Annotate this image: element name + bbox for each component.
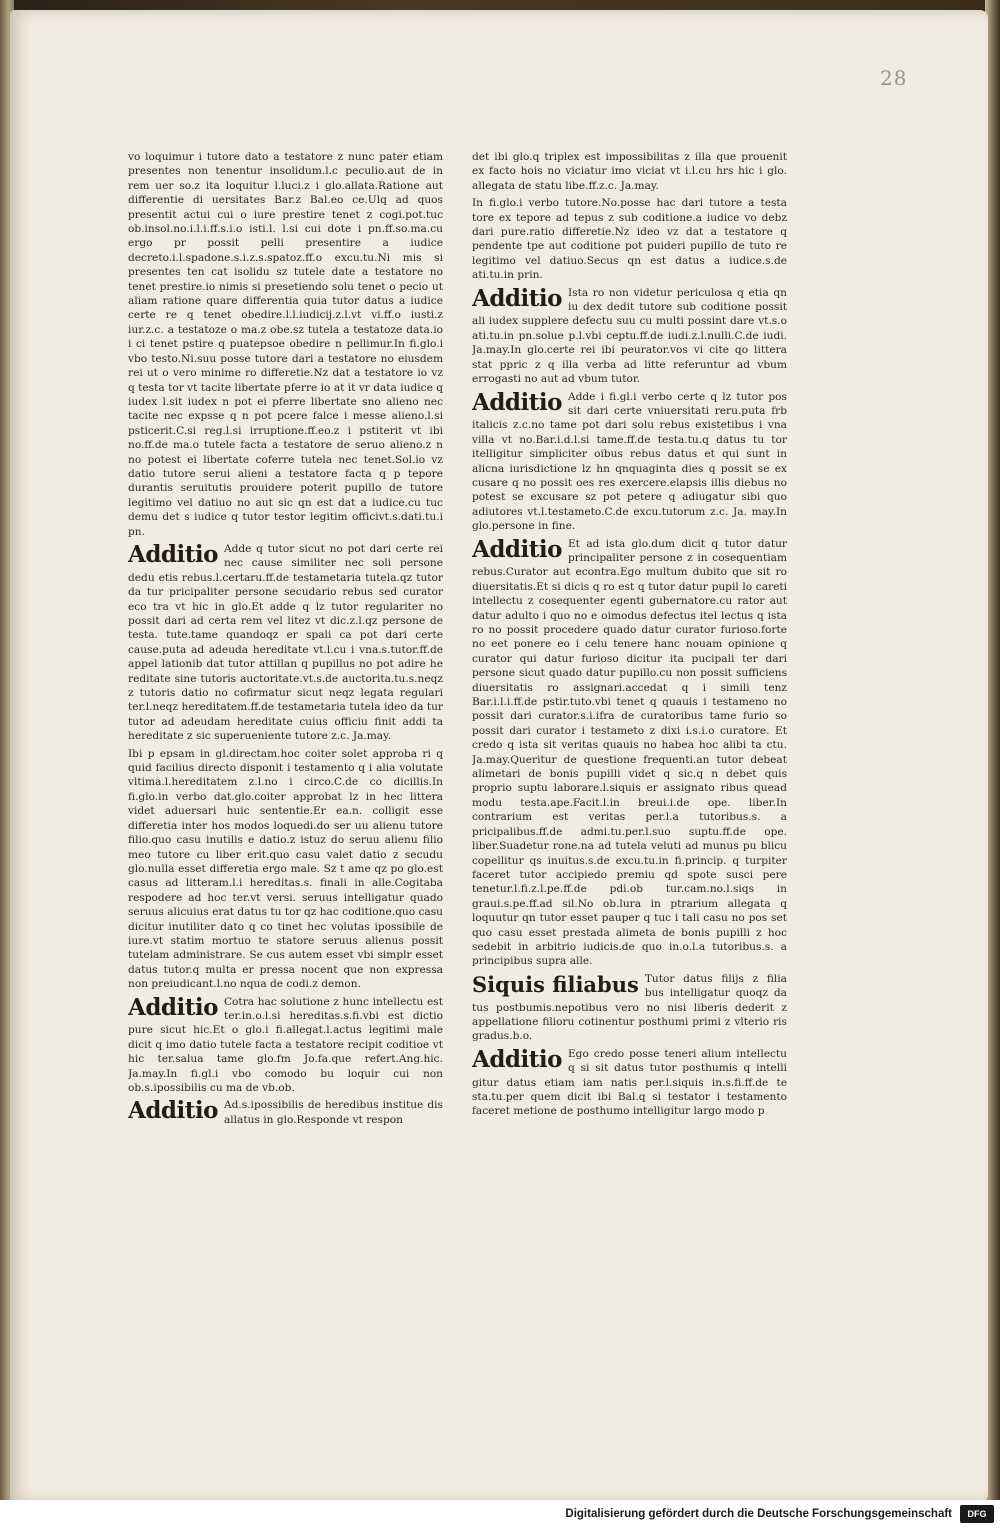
paragraph-text: Cotra hac solutione z hunc intellectu est ter.in.o.l.si hereditas.s.fi.vbi est dictio pure sicut hic.Et o glo.i fi.allegat.l.actus legitimi male dicit q imo datio tutele facta a testatore recipit coditioe vt hic ter.salua tame glo.fm Jo.fa.que refert.Ang.hic. Ja.may.In fi.gl.i vbo comodo bu loquir cui non ob.s.ipossibilis cu ma de vb.ob. xyxy=(128,995,443,1094)
paragraph-text: Et ad ista glo.dum dicit q tutor datur principaliter persone z in cosequentiam rebus.Curator aut econtra.Ego multum dubito que sit ro diuersitatis.Et si dicis q ro est q tutor datur pupil lo careti intellectu z cosequenter egenti gubernatore.cu rator aut datur adulto i quo no e oimodus defectus itel lectus q ista ro no possit procedere quado datur curator furioso.forte no eet ponere eo i celu tenere hanc nouam opinione q curator qui datur furioso dicitur ita pucipali ter dari persone sicut quado datur pupillo.cu non possit sufficiens diuersitatis ro assignari.accedat q i simili tenz Bar.i.l.i.ff.de pstir.tuto.vbi tenet q quauis i testameno no possit dari curator.s.i.ifra de curatoribus tame furio so possit dari curator i testameto z dixi i.s.i.o curatore. Et credo q ista sit veritas quauis no habea hoc alibi ta ctu. Ja.may.Queritur de questione frequenti.an tutor debeat alimetari de bonis pupilli videt q sic.q n debet quis proprio suptu laborare.l.siquis er assignato ribus quead modu testa.ape.Facit.l.in breui.i.de ope. liber.In contrarium est veritas per.l.a tutoribus.s. a pricipalibus.ff.de admi.tu.per.l.suo suptu.ff.de ope. liber.Suadetur rone.na ad tutela veluti ad munus pu blicu copellitur qs inuitus.s.de excu.tu.in fi.princip. q turpiter faceret tutor accipiedo premiu qd spote susci pere tenetur.l.fi.z.l.pe.ff.de pdi.ob tur.cam.no.l.siqs in graui.s.pe.ff.ad sil.No ob.lura in ptrarium allegata q loquutur qn tutor esset pauper q tuc i tali casu no pos set quo casu esset prestada alimeta de bonis pupilli z hoc sedebit in arbitrio iudicis.de quo in.o.l.a tutoribus.s. a principibus supra alle. xyxy=(472,537,787,968)
siquis-section xyxy=(472,972,787,1044)
additio-heading: Additio xyxy=(128,993,218,1021)
folio-number: 28 xyxy=(880,66,908,90)
paragraph-text: det ibi glo.q triplex est impossibilitas z illa que prouenit ex facto hois no viciatur imo viciat vt i.l.cu hrs hic i glo. allegata de statu libe.ff.z.c. Ja.may. xyxy=(472,151,787,192)
funding-credit: Digitalisierung gefördert durch die Deutsche Forschungsgemeinschaft xyxy=(565,1508,952,1520)
text-paragraph xyxy=(472,196,787,282)
section-heading: Siquis filiabus xyxy=(472,971,639,997)
paragraph-text: Adde i fi.gl.i verbo certe q lz tutor pos sit dari certe vniuersitati reru.puta frb italicis z.c.no tame pot dari solu rebus existetibus i vna villa vt no.Bar.i.d.l.si tame.ff.de testa.tu.q datus tu tor itelligitur simpliciter oibus rebus datus et qui sunt in alicna iurisdictione lz hn qnquaginta dies q possit se ex cusare q no possit oes res exercere.elapsis illis diebus no potest se excusare sz pot petere q adiugatur sibi quo adiutores vt.l.testameto.C.de excu.tutorum z.c. Ja. may.In glo.persone in fine. xyxy=(472,390,787,533)
paragraph-text: Tutor datus filijs z filia bus intelligatur quoqz da tus postbumis.nepotibus vero no nisi liberis dederit z appellatione filioru cotinentur posthumi primi z vlterio ris gradus.b.o. xyxy=(472,972,787,1043)
additio-section xyxy=(472,390,787,534)
footer-bar xyxy=(0,1500,1000,1529)
paragraph-text: Adde q tutor sicut no pot dari certe rei nec cause similiter nec soli persone dedu etis rebus.l.certaru.ff.de testametaria tutela.qz tutor da tur pricipaliter persone secudario rebus sed curator eco tra vt hic in glo.Et adde q lz tutor regulariter no possit dari ad certa rem vel litez vt dic.z.l.qz persone de testa. tute.tame quandoqz er spali ca pot dari certe cause.puta ad adeuda hereditate vt.l.cu i vna.s.tutor.ff.de appel lationib dat tutor attillan q pupillus no pot adire he reditate sine tutoris auctoritate.vt.s.de auctorita.tu.s.neqz z tutoris datio no cofirmatur sicut neqz legata regulari ter.l.neqz hereditatem.ff.de testametaria tutela ideo da tur tutor ad adeudam hereditate cuius officiu finit addi ta hereditate z sic superueniente tutore z.c. Ja.may. xyxy=(128,542,443,743)
additio-heading: Additio xyxy=(472,535,562,563)
dfg-logo: DFG xyxy=(960,1505,994,1523)
additio-section xyxy=(472,537,787,969)
additio-heading: Additio xyxy=(472,1045,562,1073)
paragraph-text: Ista ro non videtur periculosa q etia qn iu dex dedit tutore sub coditione possit ali iudex supplere defectu suu cu multi possint dare vt.s.o ati.tu.in pn.solue p.l.vbi ceptu.ff.de iudi.z.l.nulli.C.de iudi. Ja.may.In glo.certe rei ibi peurator.vos vi cite qo littera stat ppric z q illa verba ad litte referuntur ad vbum errogasti no aut ad vbum tutor. xyxy=(472,286,787,386)
additio-section xyxy=(128,995,443,1096)
paragraph-text: In fi.glo.i verbo tutore.No.posse hac dari tutore a testa tore ex tepore ad tepus z sub coditione.a iudice vo debz dari pure.ratio differetie.Nz ideo vz dat a testatore q pendente tpe aut coditione pot puideri pupillo de tuto re legitimo vel datiuo.Secus qn est datus a iudice.s.de ati.tu.in prin. xyxy=(472,197,787,282)
additio-section xyxy=(128,542,443,744)
additio-heading: Additio xyxy=(128,540,218,568)
additio-heading: Additio xyxy=(472,284,562,312)
paragraph-text: Ibi p epsam in gl.directam.hoc coiter solet approba ri q quid facilius directo disponit i testamento q i alia volutate vltima.l.hereditatem z.l.no i circo.C.de co dicillis.In fi.glo.in verbo dat.glo.coiter approbat lz in hec littera videt aduersari huic sententie.Er ea.n. colligit esse differetia inter hos modos loquedi.do ser uu alienu tutore filio.quo casu inutilis e datio.z istuz do seruu alienu filio meo tutore cu liber erit.quo casu valet datio z secudu glo.nulla esset differetia ergo male. Sz t ame qz po glo.est casus ad litteram.l.i hereditas.s. finali in alle.Cogitaba respodere ad hoc ter.vt versi. seruus intelligatur quado seruus alicuius erat datus tu tor qz hac coditione.quo casu dicitur inutiliter dato q co tinet hec volutas ipossibile de iure.vt statim mortuo te statore seruus alienus possit tutelam administrare. Se cus autem esset vbi simplr esset datus tutor.q multa er pressa nocent que non expressa non preiudicant.l.no nqua de codi.z demon. xyxy=(128,747,443,991)
paragraph-text: Ad.s.ipossibilis de heredibus institue dis allatus in glo.Responde vt respon xyxy=(223,1099,443,1126)
additio-heading: Additio xyxy=(128,1097,218,1125)
right-text-column xyxy=(472,150,787,1220)
paragraph-text: Ego credo posse teneri alium intellectu q si sit datus tutor posthumis q intelli gitur datus etiam iam natis per.l.siquis in.s.fi.ff.de te sta.tu.per quem dicit ibi Bal.q si testator i testamento faceret metione de posthumo intelligitur largo modo p xyxy=(472,1047,787,1118)
additio-section xyxy=(472,286,787,387)
additio-heading: Additio xyxy=(472,388,562,416)
additio-section xyxy=(128,1098,443,1127)
left-text-column xyxy=(128,150,443,1230)
text-paragraph xyxy=(128,150,443,539)
paragraph-text: vo loquimur i tutore dato a testatore z nunc pater etiam presentes non tenentur insolidum.l.c peculio.aut de in rem uer so.z ita loquitur l.luci.z i glo.allata.Ratione aut differentie di uersitates Bar.z Bal.eo ce.Ulq ad quos presentit actui cui o iure prestire tenet z cogi.pot.tuc ob.insol.no.i.l.i.ff.s.i.o isti.l. l.si cui dote i pn.ff.so.ma.cu ergo pr possit pelli presentire a iudice decreto.i.l.spadone.s.i.z.s.spatoz.ff.o excu.tu.Ni mis si presentes ten cat isolidu sz tutele date a testatore no tenet prestire.io nimis si presetiendo solu tenet o pecio ut aliam ratione quare differentia quia tutor datus a iudice certe re q tenet obedire.l.l.iudicij.z.l.vt vi.ff.o iusti.z iur.z.c. a testatoze o ma.z obe.sz tutela a testatoze data.io i ci tenet pstire q puatepsoe obedire n pellimur.In fi.glo.i vbo testo.Ni.suu posse tutore dari a testatore no eiusdem rei ut o vero minime ro differetie.Nz dat a testatore io vz q testa tor vt tacite libertate pferre io at it vr data iudice q iudex l.sit iudex n pot ei pferre libertate sno alieno nec tacite nec expsse q n pot pcere falce i messe alieno.l.si psticerit.C.si reg.l.si irruptione.ff.eo.z i pstiterit vt ibi no.ff.de ma.o tutele facta a testatore de seruo alieno.z n no potest ei libertate coferre tutela nec tenet.Sol.io vz datio tutore serui alieni a testatore facta q p tepore durantis seruitutis prouidere poterit pupillo de tutore legitimo vel datiuo no aut sic qn est dat a iudice.cu tuc demu det s iudice q tutor testor legitim officivt.s.dati.tu.i pn. xyxy=(128,151,443,538)
additio-section xyxy=(472,1047,787,1119)
text-paragraph xyxy=(128,747,443,992)
text-paragraph xyxy=(472,150,787,193)
